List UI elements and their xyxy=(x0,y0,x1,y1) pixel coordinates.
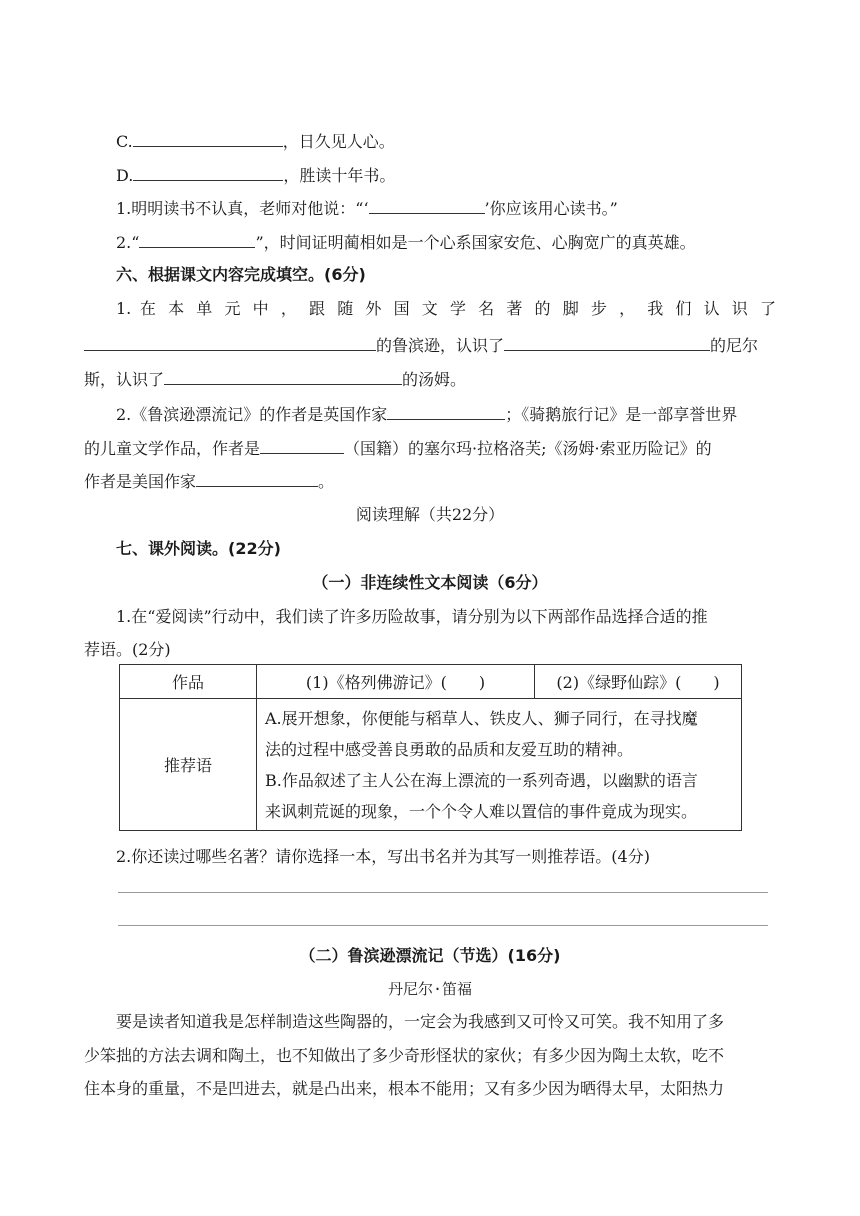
sec6-q1-line2 xyxy=(84,334,780,357)
part-2-title: （二）鲁滨逊漂流记（节选）(16分) xyxy=(299,946,561,965)
item-c-suffix: ，日久见人心。 xyxy=(282,132,395,151)
q1-line3-start: 斯，认识了 xyxy=(84,370,165,389)
col-oz-header[interactable]: (2)《绿野仙踪》( ) xyxy=(535,665,742,699)
blank-nils[interactable] xyxy=(504,334,710,351)
question-1-quote xyxy=(116,197,780,220)
q2-before: 2.“ xyxy=(116,233,140,252)
question-2-quote xyxy=(116,231,780,254)
q1-line2-mid: 的鲁滨逊，认识了 xyxy=(376,336,505,355)
blank-defoe[interactable] xyxy=(387,403,505,420)
sec6-q1-line1: 1. 在 本 单 元 中 ， 跟 随 外 国 文 学 名 著 的 脚 步 ， 我 们 认 识 了 xyxy=(116,299,776,318)
reading-heading: 阅读理解（共22分） xyxy=(355,505,505,524)
option-a-line2: 法的过程中感受善良勇敢的品质和友爱互助的精神。 xyxy=(265,739,634,759)
recommendation-table xyxy=(119,664,742,831)
sec6-q1-line3 xyxy=(84,368,780,391)
q2-line1-start: 2.《鲁滨逊漂流记》的作者是英国作家 xyxy=(116,405,388,424)
col-gulliver-header[interactable]: (1)《格列佛游记》( ) xyxy=(257,665,535,699)
option-a-line1: A.展开想象，你便能与稻草人、铁皮人、狮子同行，在寻找魔 xyxy=(265,708,698,728)
q1-line2-end: 的尼尔 xyxy=(710,336,759,355)
item-d-suffix: ，胜读十年书。 xyxy=(283,166,396,185)
col-works-header: 作品 xyxy=(120,665,257,699)
part1-q2: 2.你还读过哪些名著？请你选择一本，写出书名并为其写一则推荐语。(4分) xyxy=(116,847,650,866)
part1-q1-line2: 荐语。(2分) xyxy=(84,640,171,659)
q2-after: ”，时间证明蔺相如是一个心系国家安危、心胸宽广的真英雄。 xyxy=(255,233,696,252)
section-6-title: 六、根据课文内容完成填空。(6分) xyxy=(116,265,366,284)
item-d-prefix: D. xyxy=(116,166,134,185)
q1-after: ’你应该用心读书。” xyxy=(484,199,618,218)
q2-line3-end: 。 xyxy=(318,472,335,491)
answer-line-1[interactable] xyxy=(118,892,768,893)
q2-line2-end: （国籍）的塞尔玛·拉格洛芙;《汤姆·索亚历险记》的 xyxy=(344,439,712,458)
blank-c[interactable] xyxy=(133,130,283,147)
option-b-line2: 来讽刺荒诞的现象，一个个令人难以置信的事件竟成为现实。 xyxy=(265,801,698,821)
author-name: 丹尼尔·笛福 xyxy=(387,980,473,998)
answer-line-2[interactable] xyxy=(118,925,768,926)
passage-line-1: 要是读者知道我是怎样制造这些陶器的，一定会为我感到又可怜又可笑。我不知用了多 xyxy=(116,1012,725,1031)
table-header-row xyxy=(120,665,742,699)
option-b-line1: B.作品叙述了主人公在海上漂流的一系列奇遇，以幽默的语言 xyxy=(265,770,698,790)
sec6-q2-line2 xyxy=(84,437,780,460)
q2-line3-start: 作者是美国作家 xyxy=(84,472,197,491)
passage-line-3: 住本身的重量，不是凹进去，就是凸出来，根本不能用；又有多少因为晒得太早，太阳热力 xyxy=(84,1079,725,1098)
blank-robinson[interactable] xyxy=(84,334,376,351)
blank-tom[interactable] xyxy=(164,368,402,385)
sec6-q2-line1 xyxy=(116,403,780,426)
q1-before: 1.明明读书不认真，老师对他说：“‘ xyxy=(116,199,369,218)
item-c-prefix: C. xyxy=(116,132,133,151)
recommend-options xyxy=(257,699,742,831)
item-c xyxy=(116,130,780,153)
item-d xyxy=(116,164,780,187)
blank-q1[interactable] xyxy=(369,197,485,214)
blank-nationality[interactable] xyxy=(260,437,344,454)
q1-line3-end: 的汤姆。 xyxy=(402,370,467,389)
q2-line2-start: 的儿童文学作品，作者是 xyxy=(84,439,261,458)
part-1-title: （一）非连续性文本阅读（6分） xyxy=(312,573,548,592)
q2-line1-end: ；《骑鹅旅行记》是一部享誉世界 xyxy=(505,405,738,424)
row-label-recommend: 推荐语 xyxy=(120,699,257,831)
part1-q1-line1: 1.在“爱阅读”行动中，我们读了许多历险故事，请分别为以下两部作品选择合适的推 xyxy=(116,607,708,626)
blank-q2[interactable] xyxy=(139,231,255,248)
passage-line-2: 少笨拙的方法去调和陶土，也不知做出了多少奇形怪状的家伙；有多少因为陶土太软，吃不 xyxy=(84,1046,725,1065)
blank-d[interactable] xyxy=(133,164,283,181)
section-7-title: 七、课外阅读。(22分) xyxy=(116,539,281,558)
table-recommend-row xyxy=(120,699,742,831)
blank-twain[interactable] xyxy=(196,470,318,487)
sec6-q2-line3 xyxy=(84,470,780,493)
